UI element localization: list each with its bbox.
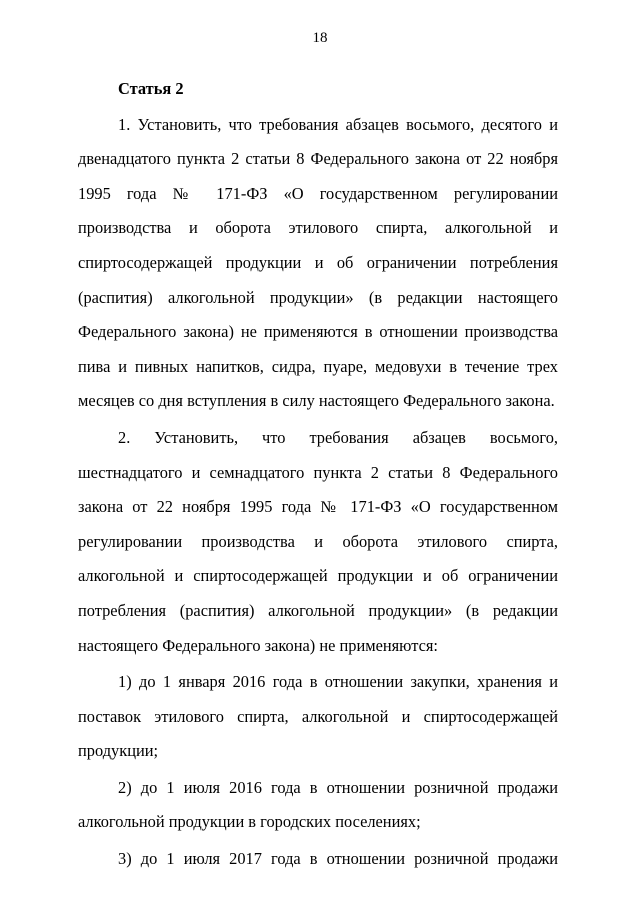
list-item-2: 2) до 1 июля 2016 года в отношении розничной продажи алкогольной продукции в городских поселениях; (78, 777, 558, 832)
paragraph-2: 2. Установить, что требования абзацев восьмого, шестнадцатого и семнадцатого пункта 2 статьи 8 Федерального закона от 22 ноября 1995 года № 171-ФЗ «О государственном регулировании производства и оборота этилового спирта, алкогольной и спиртосодержащей продукции и об ограничении потребления (распития) алкогольной продукции» (в редакции настоящего Федерального закона) не применяются: (78, 427, 558, 655)
paragraph-1: 1. Установить, что требования абзацев восьмого, десятого и двенадцатого пункта 2 статьи 8 Федерального закона от 22 ноября 1995 года № 171-ФЗ «О государственном регулировании производства и оборота этилового спирта, алкогольной и спиртосодержащей продукции и об ограничении потребления (распития) алкогольной продукции» (в редакции настоящего Федерального закона) не применяются в отношении производства пива и пивных напитков, сидра, пуаре, медовухи в течение трех месяцев со дня вступления в силу настоящего Федерального закона. (78, 114, 558, 411)
article-heading: Статья 2 (118, 79, 184, 98)
list-item-1: 1) до 1 января 2016 года в отношении закупки, хранения и поставок этилового спирта, алкогольной и спиртосодержащей продукции; (78, 672, 558, 761)
document-body (78, 72, 558, 879)
page-number: 18 (312, 30, 328, 46)
list-item-3: 3) до 1 июля 2017 года в отношении розничной продажи (118, 849, 558, 869)
